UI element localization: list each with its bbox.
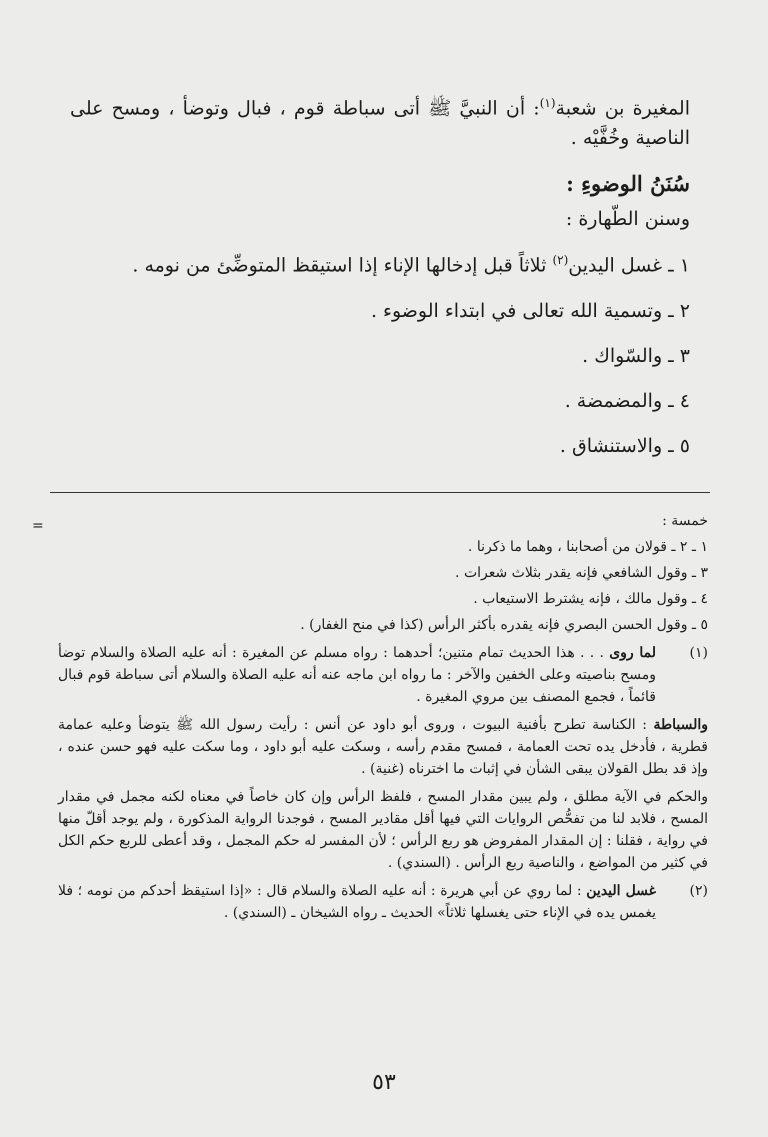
paragraph-label: والسباطة bbox=[653, 717, 708, 733]
paragraph-text: : الكناسة تطرح بأفنية البيوت ، وروى أبو داود عن أنس : رأيت رسول الله ﷺ يتوضأ وعليه عمامة قطرية ، فأدخل يده تحت العمامة ، فمسح مقدم رأسه ، وسكت عليه أبو داود ، وما سكت عليه فهو حسن عنده ، وإذ قد بطل القولان يبقى الشأن في إثبات ما اخترناه (غنية) . bbox=[58, 717, 708, 777]
footnote-label: غسل اليدين bbox=[586, 883, 656, 899]
page-number: ٥٣ bbox=[372, 1070, 396, 1095]
intro-text-start: المغيرة بن شعبة bbox=[555, 97, 690, 120]
intro-text-end: : أن النبيَّ ﷺ أتى سباطة قوم ، فبال وتوضأ ، ومسح على الناصية وخُفَّيْه . bbox=[70, 97, 690, 150]
footnote-text: : لما روي عن أبي هريرة : أنه عليه الصلاة والسلام قال : «إذا استيقظ أحدكم من نومه ؛ فلا يغمس يده في الإناء حتى يغسلها ثلاثاً» الحديث ـ رواه الشيخان ـ (السندي) . bbox=[58, 883, 656, 921]
footnote-label: لما روى bbox=[609, 645, 656, 661]
khamsa-item: ٤ ـ وقول مالك ، فإنه يشترط الاستيعاب . bbox=[473, 591, 708, 607]
continuation-mark: = bbox=[32, 518, 44, 534]
list-item-1 bbox=[70, 246, 690, 279]
item1-text-end: ثلاثاً قبل إدخالها الإناء إذا استيقظ المتوضِّئ من نومه . bbox=[132, 254, 553, 277]
footnote-paragraph bbox=[58, 714, 708, 780]
footnote-ref-2: (٢) bbox=[552, 253, 569, 268]
khamsa-item: ٣ ـ وقول الشافعي فإنه يقدر بثلاث شعرات . bbox=[455, 565, 708, 581]
khamsa-item: ٥ ـ وقول الحسن البصري فإنه يقدره بأكثر الرأس (كذا في منح الغفار) . bbox=[300, 617, 708, 633]
khamsa-heading: خمسة : bbox=[662, 513, 708, 529]
list-item-5: ٥ ـ والاستنشاق . bbox=[559, 434, 690, 457]
footnote-divider bbox=[50, 492, 710, 493]
footnote-1 bbox=[58, 642, 708, 708]
footnotes bbox=[58, 510, 708, 930]
list-item-4: ٤ ـ والمضمضة . bbox=[564, 389, 690, 412]
intro-paragraph bbox=[70, 88, 690, 153]
section-heading: سُنَنُ الوضوءِ : bbox=[566, 171, 690, 197]
footnote-text: . . . هذا الحديث تمام متنين؛ أحدهما : رواه مسلم عن المغيرة : أنه عليه الصلاة والسلام توضأ ومسح بناصيته وعلى الخفين والآخر : ما رواه ابن ماجه عنه أنه عليه الصلاة والسلام أتى سباطة قوم فبال قائماً ، فجمع المصنف بين مروي المغيرة . bbox=[58, 645, 656, 705]
footnote-paragraph: والحكم في الآية مطلق ، ولم يبين مقدار المسح ، فلفظ الرأس وإن كان خاصاً في معناه لكنه مجمل في مقدار المسح ، فلابد لنا من تفحُّص الروايات التي فيها أقل مقادير المسح ، فوجدنا الرواية المذكورة ، ولم يوجد أقلّ منها في رواية ، فقلنا : إن المقدار المفروض هو ربع الرأس ؛ لأن المفسر له حكم المجمل ، وقد أعطى للربع حكم الكل في كثير من المواضع ، والناصية ربع الرأس . (السندي) . bbox=[58, 789, 708, 871]
footnote-2 bbox=[58, 880, 708, 924]
footnote-number: (٢) bbox=[689, 883, 708, 899]
main-text bbox=[70, 88, 690, 477]
item1-text-start: ١ ـ غسل اليدين bbox=[568, 254, 690, 277]
footnote-number: (١) bbox=[689, 645, 708, 661]
footnote-ref-1: (١) bbox=[539, 96, 556, 110]
list-item-2: ٢ ـ وتسمية الله تعالى في ابتداء الوضوء . bbox=[370, 299, 690, 322]
list-item-3: ٣ ـ والسّواك . bbox=[582, 344, 690, 367]
khamsa-item: ١ ـ ٢ ـ قولان من أصحابنا ، وهما ما ذكرنا . bbox=[467, 539, 708, 555]
section-subheading: وسنن الطّهارة : bbox=[565, 208, 690, 231]
